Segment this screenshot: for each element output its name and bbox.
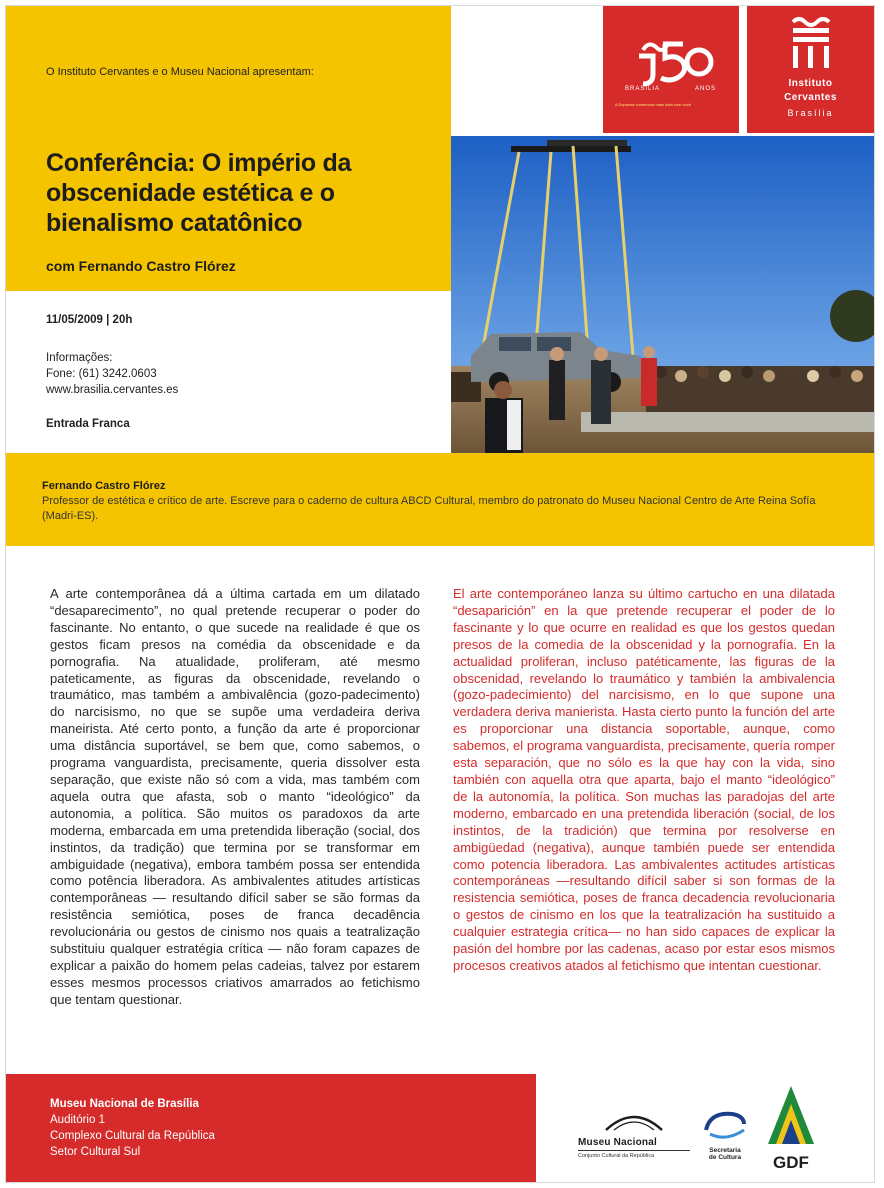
info-label: Informações: [46,352,113,364]
museu-nacional-logo [578,1110,690,1159]
entry-text: Entrada Franca [46,418,130,430]
event-photo [451,136,874,453]
event-info [46,314,178,430]
event-datetime [46,314,178,326]
gdf-emblem-icon [766,1086,816,1148]
body-portuguese: A arte contemporânea dá a última cartada em um dilatado “desaparecimento”, no qual pretende recuperar o poder do fascinante. No entanto, o que sucede na realidade é que os gestos ficam presos na comédia da obscenidade e da pornografia. Na atualidade, proliferam, até mesmo pateticamente, as figuras da obscenidade, revelando o traumático, mas também a ambivalência (gozo-padecimento) do narcisismo, no que se supõe uma verdadeira deriva maneirista. Até certo ponto, a função da arte é proporcionar uma distância suportável, se bem que, como sabemos, o programa vanguardista, precisamente, queria dissolver esta separação, que existe não só com a vida, mas também com aquela outra que afasta, sob o manto “ideológico” da autonomia, a política. São muitos os paradoxos da arte moderna, embarcada em uma pretendida liberação (social, dos instintos, da tradição) que termina por se transformar em ambiguidade (negativa), embora também possa ser entendida como potência liberadora. As ambivalentes atitudes artísticas contemporâneas — resultando difícil saber se são formas da resistência semiótica, poses de franca decadência revolucionária ou gestos de cinismo nos quais a teatralização substituiu qualquer estratégia crítica — não foram capazes de explicar a paixão do homem pelas cadeias, talvez por estarem esses mesmos processos criativos amarrados ao fetichismo que tentam questionar. [50,586,420,1007]
poster [6,6,874,1182]
cervantes-emblem-icon [747,6,874,76]
body-spanish: El arte contemporáneo lanza su último cartucho en una dilatada “desaparición” en la que pretende recuperar el poder de lo fascinante y lo que ocurre en realidad es que los gestos quedan presos de la comedia de la obscenidad y la pornografía. En la actualidad proliferan, incluso patéticamente, las figuras de la obscenidad, revelando lo traumático y también la ambivalencia (gozo-padecimiento) del narcisismo, en lo que supone una verdadera deriva manierista. Hasta cierto punto la función del arte es proporcionar una distancia soportable, aunque, como sabemos, el programa vanguardista, precisamente, quería romper esta separación, que no sólo es la que hay con la vida, sino también con aquella otra que aparta, bajo el manto “ideológico” de la autonomía, la política. Son muchas las paradojas del arte moderno, embarcado en una pretendida liberación (social, de los instintos, de la tradición) que termina por resolverse en ambigüedad (negativa), aunque también puede ser entendida como potencia liberadora. Las ambivalentes actitudes artísticas contemporáneas —resultando difícil saber si son formas de la resistencia semiótica, poses de franca decadencia revolucionaria o gestos de cinismo en los que la teatralización ha sustituido a cualquier estrategia crítica— no han sido capaces de explicar la pasión del hombre por las cadenas, acaso por estar esos mismos procesos creativos atados al fetichismo que intentan cuestionar. [453,586,835,973]
venue-name: Museu Nacional de Brasília [50,1098,199,1110]
datetime-separator: | [106,314,110,326]
event-date: 11/05/2009 [46,314,103,326]
brasilia-50-emblem-icon [603,6,739,102]
cervantes-line1: Instituto [788,78,833,89]
secretaria-cultura-logo [700,1108,750,1161]
cervantes-line3: Brasília [787,108,834,118]
instituto-cervantes-logo [747,6,874,133]
bio-text: Professor de estética e crítico de arte. Escreve para o caderno de cultura ABCD Cultural, membro do patronato do Museu Nacional Centro de Arte Reina Sofía (Madri-ES). [42,495,816,522]
gdf-logo-text: GDF [773,1153,809,1172]
phone-text: Fone: (61) 3242.0603 [46,368,157,380]
museu-logo-text: Museu Nacional [578,1137,657,1148]
museu-dome-icon [578,1110,690,1132]
venue-line3: Setor Cultural Sul [50,1146,141,1158]
brasilia-logo-left-text: BRASÍLIA [625,86,661,92]
brasilia-logo-tagline: A Espanha comemora mais data com você [615,102,692,107]
brasilia-50-logo [603,6,739,133]
cervantes-line2: Cervantes [784,92,837,103]
venue-info [50,1096,215,1160]
event-time: 20h [112,314,133,326]
page-title: Conferência: O império da obscenidade estética e o bienalismo catatônico [46,149,352,237]
venue-line2: Complexo Cultural da República [50,1130,215,1142]
secretaria-line2: de Cultura [708,1154,742,1161]
website-link[interactable]: www.brasilia.cervantes.es [46,384,179,396]
speaker-subtitle: com Fernando Castro Flórez [46,258,236,274]
venue-line1: Auditório 1 [50,1114,105,1126]
intro-text: O Instituto Cervantes e o Museu Nacional apresentam: [46,66,314,78]
gdf-logo [766,1086,816,1173]
secretaria-swoosh-icon [700,1108,750,1142]
brasilia-logo-right-text: ANOS [695,86,717,92]
museu-logo-subtext: Conjunto Cultural da República [578,1150,690,1159]
bio-name: Fernando Castro Flórez [42,480,166,492]
speaker-bio [42,479,852,524]
secretaria-line1: Secretaria [709,1147,741,1154]
